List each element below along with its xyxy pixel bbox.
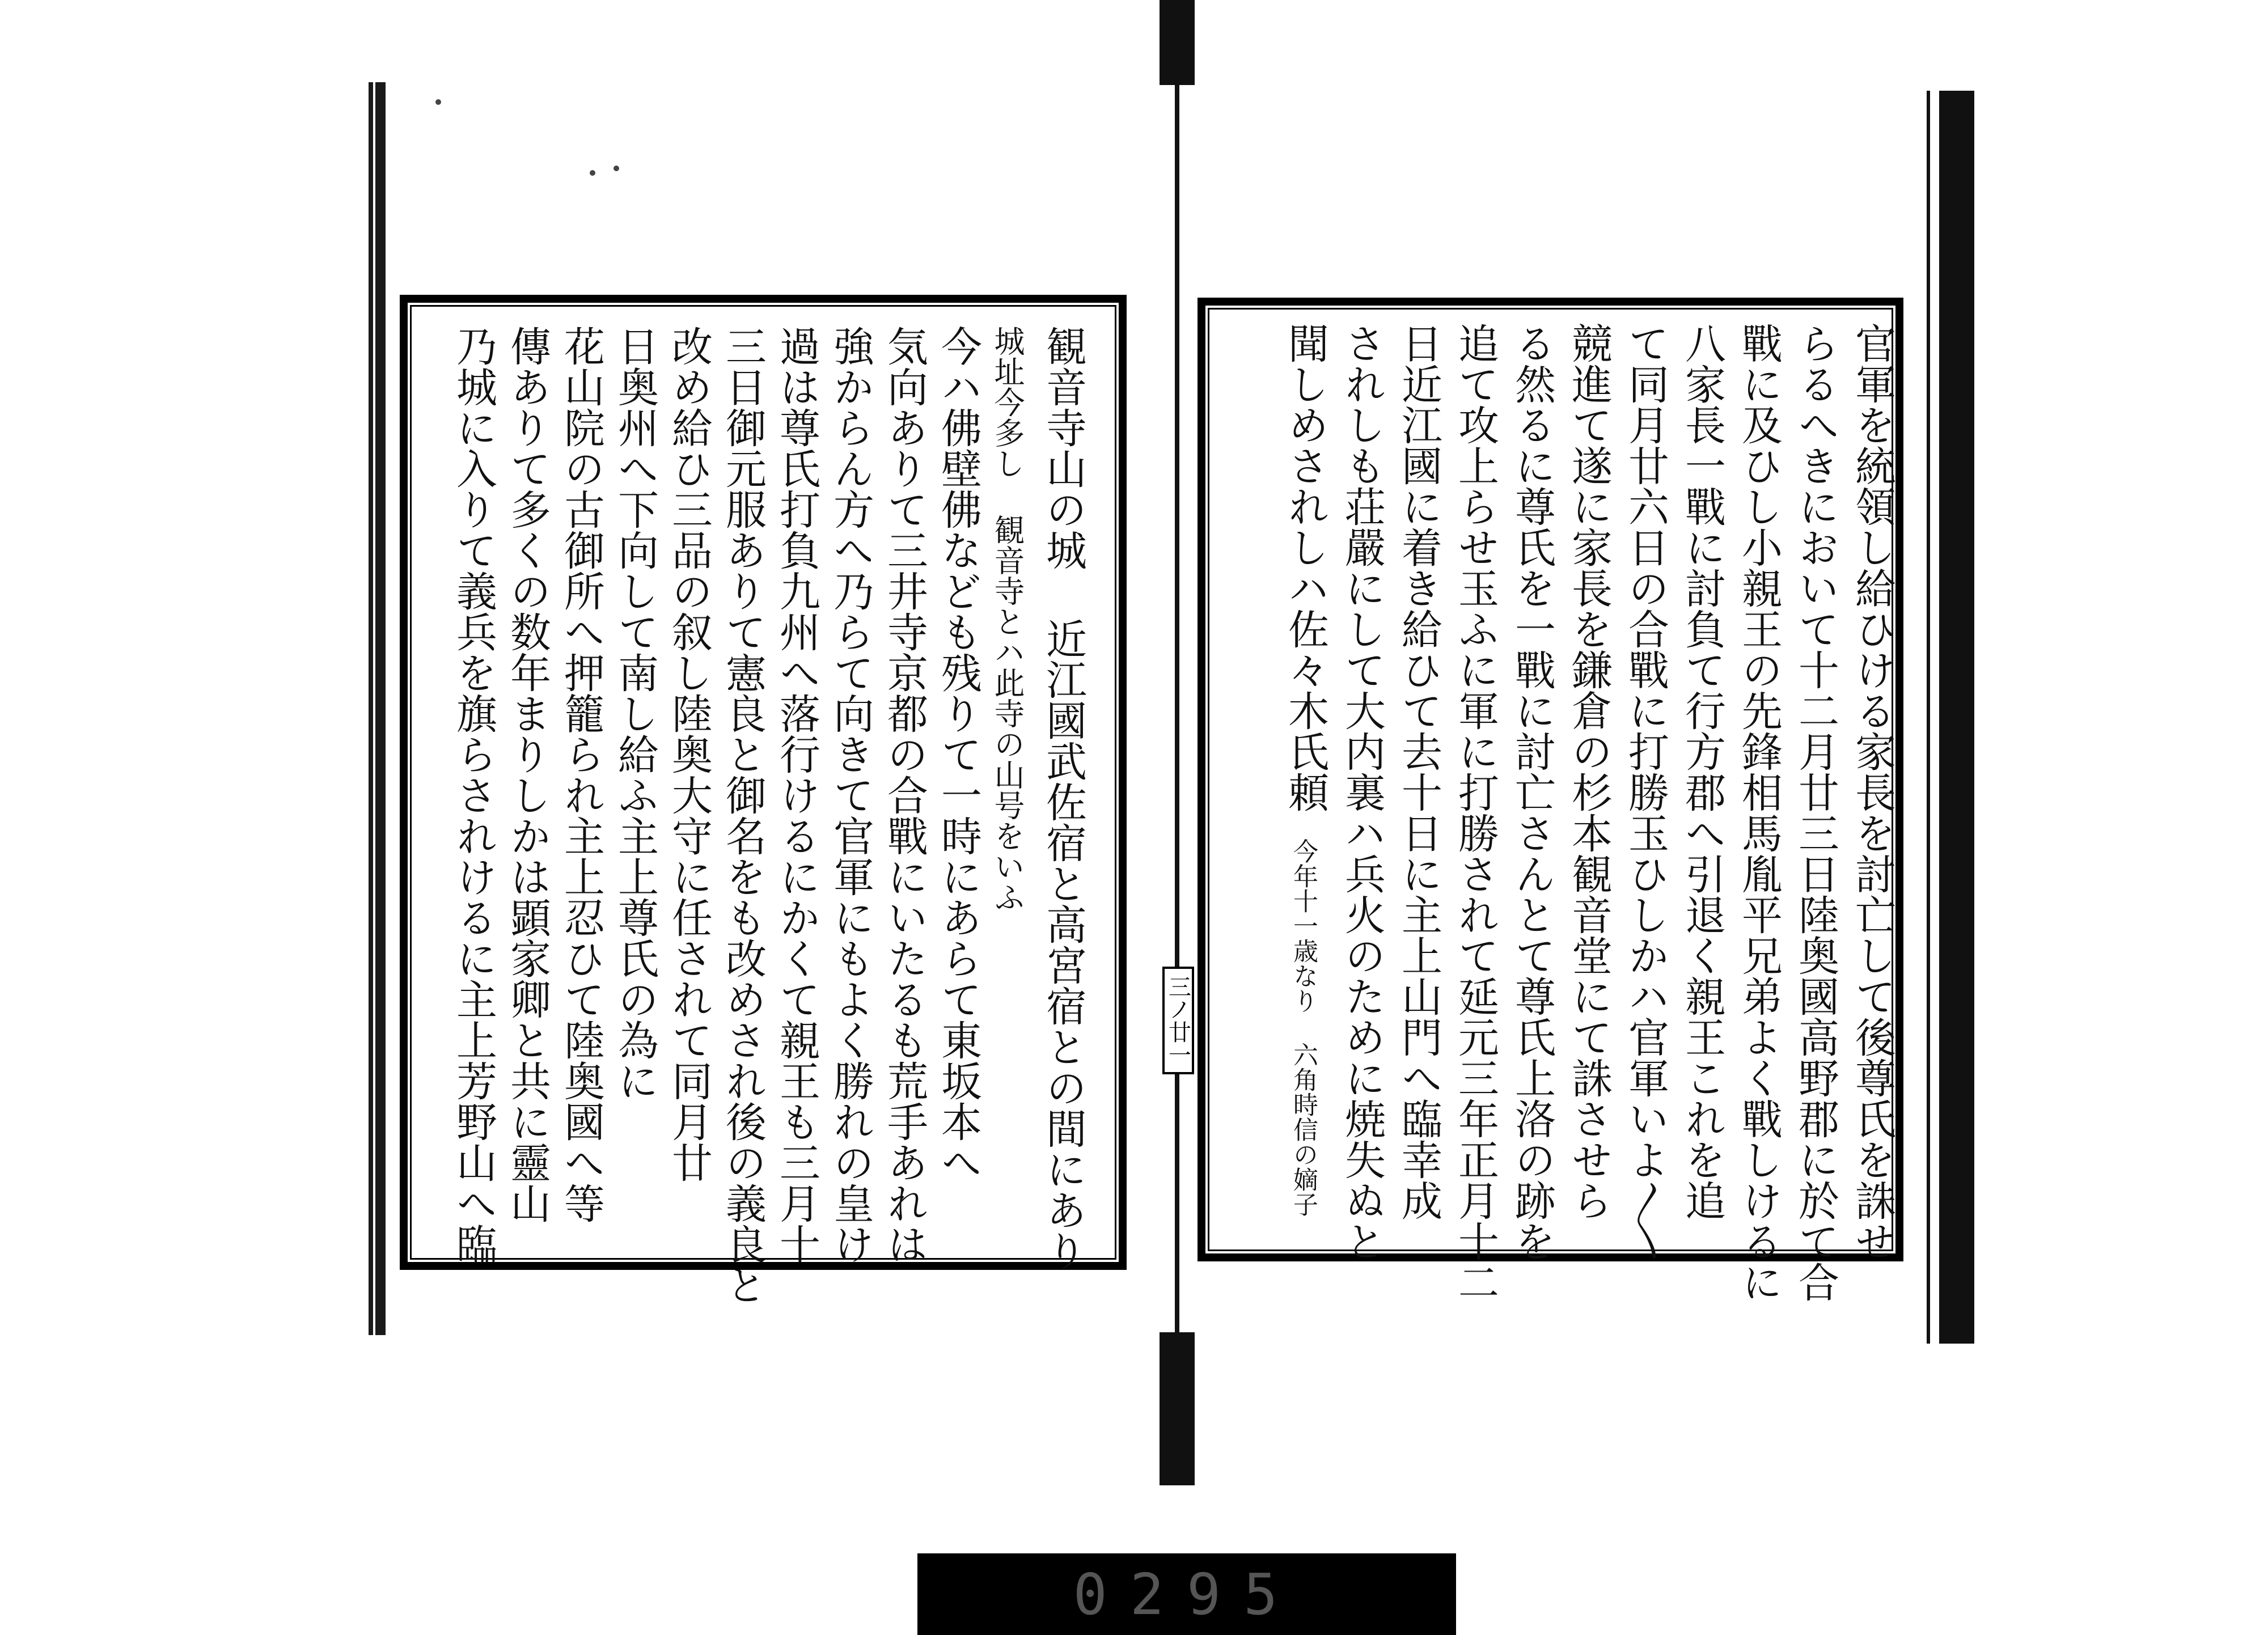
text-column: 日近江國に着き給ひて去十日に主上山門へ臨幸成 xyxy=(1395,323,1442,1221)
text-column: 改め給ひ三品の叙し陸奥大守に任されて同月廿 xyxy=(665,325,713,1183)
ink-speck xyxy=(590,170,595,176)
text-column: 傳ありて多くの数年まりしかは顕家卿と共に靈山 xyxy=(503,325,551,1223)
text-column: る然るに尊氏を一戰に討亡さんとて尊氏上洛の跡を xyxy=(1508,323,1556,1261)
left-page-edge xyxy=(369,82,386,1335)
text-column: 聞しめされしハ佐々木氏頼 xyxy=(1281,323,1329,812)
text-column: されしも荘嚴にして大内裏ハ兵火のために焼失ぬと xyxy=(1338,323,1386,1261)
text-column: 過は尊氏打負九州へ落行けるにかくて親王も三月十 xyxy=(773,325,820,1264)
ink-speck xyxy=(613,166,619,171)
right-page-frame xyxy=(1198,298,1903,1302)
text-column: 乃城に入りて義兵を旗らされけるに主上芳野山へ臨 xyxy=(450,325,497,1264)
text-column: らるへきにおいて十二月廿三日陸奥國高野郡に於て合 xyxy=(1792,323,1839,1302)
text-column: 追て攻上らせ玉ふに軍に打勝されて延元三年正月十二 xyxy=(1452,323,1499,1302)
archive-stamp xyxy=(917,1553,1456,1635)
text-column: 花山院の古御所へ押籠られ主上忍ひて陸奥國へ等 xyxy=(557,325,605,1223)
text-column: 官軍を統領し給ひける家長を討亡して後尊氏を誅せ xyxy=(1848,323,1896,1261)
archive-stamp-number: 0295 xyxy=(1073,1561,1301,1628)
text-column: 気向ありて三井寺京都の合戰にいたるも荒手あれは xyxy=(881,325,928,1264)
binding-clip-bottom xyxy=(1160,1332,1195,1485)
text-column: 城址今多し 観音寺とハ此寺の山号をいふ xyxy=(989,325,1025,912)
text-column: 観音寺山の城 近江國武佐宿と高宮宿との間にあり xyxy=(1039,325,1087,1271)
text-column: 戰に及ひし小親王の先鋒相馬胤平兄弟よく戰しけるに xyxy=(1735,323,1783,1302)
small-note: 今年十一歳なり 六角時信の嫡子 xyxy=(1289,838,1318,1217)
text-column: 今ハ佛壁佛なども残りて一時にあらて東坂本へ xyxy=(934,325,982,1183)
left-page-frame xyxy=(400,295,1127,1305)
text-column: 強からん方へ乃らて向きて官軍にもよく勝れの皇け xyxy=(827,325,874,1264)
text-column: 競進て遂に家長を鎌倉の杉本観音堂にて誅させら xyxy=(1565,323,1613,1221)
text-column: 三日御元服ありて憲良と御名をも改めされ後の義良と xyxy=(719,325,767,1305)
right-page-edge xyxy=(1939,91,1974,1344)
folio-label: 三ノ廿一 xyxy=(1162,967,1194,1074)
text-column: 八家長一戰に討負て行方郡へ引退く親王これを追 xyxy=(1678,323,1726,1221)
ink-speck xyxy=(435,99,441,105)
text-column: て同月廿六日の合戰に打勝玉ひしかハ官軍いよ〳〵 xyxy=(1622,323,1669,1261)
center-binding-rod xyxy=(1175,0,1179,1485)
text-column: 日奥州へ下向して南し給ふ主上尊氏の為に xyxy=(611,325,659,1101)
